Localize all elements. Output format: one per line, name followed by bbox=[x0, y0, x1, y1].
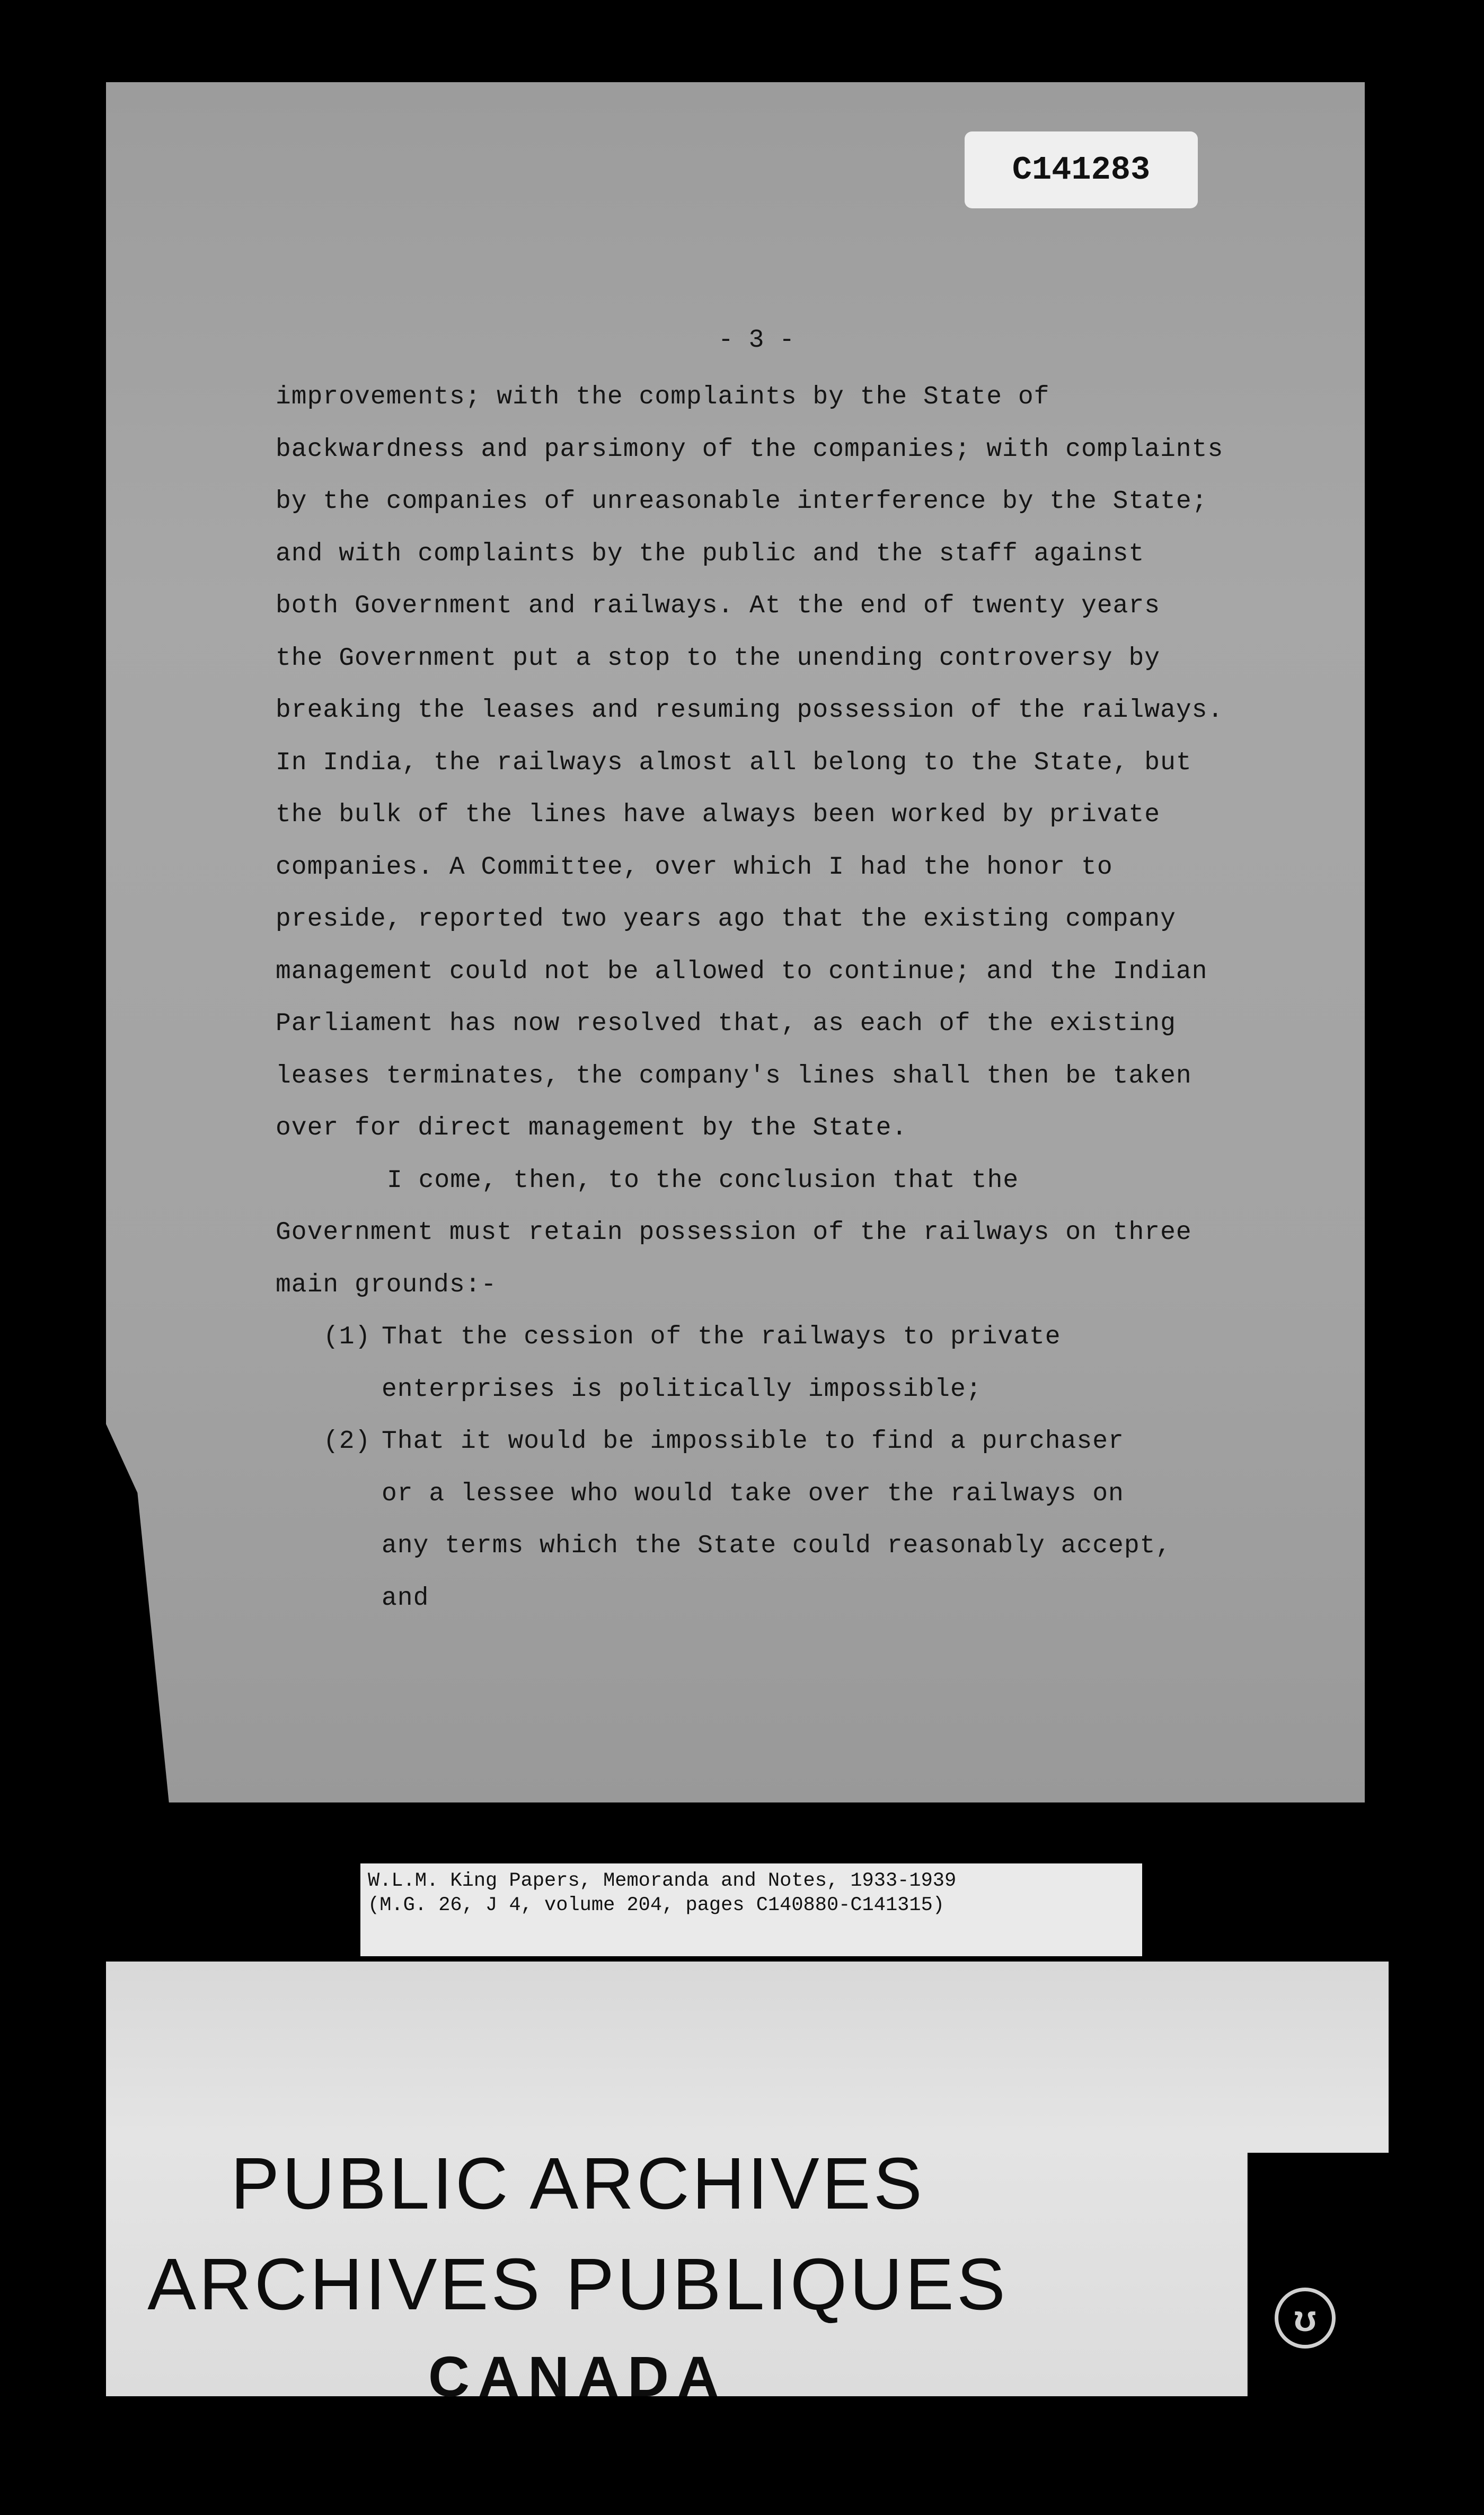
body-line: improvements; with the complaints by the State of bbox=[276, 383, 1050, 411]
body-line: the Government put a stop to the unending controversy by bbox=[276, 644, 1161, 673]
citation-label bbox=[360, 1863, 1142, 1956]
archives-stamp-french: ARCHIVES PUBLIQUES bbox=[147, 2244, 1008, 2325]
list-item-number: (1) bbox=[323, 1323, 371, 1351]
list-item-line: and bbox=[382, 1584, 429, 1613]
conclusion-line: Government must retain possession of the railways on three bbox=[276, 1218, 1192, 1247]
body-line: preside, reported two years ago that the existing company bbox=[276, 905, 1176, 934]
body-line: leases terminates, the company's lines shall then be taken bbox=[276, 1061, 1192, 1091]
body-line: over for direct management by the State. bbox=[276, 1114, 908, 1142]
conclusion-line: I come, then, to the conclusion that the bbox=[387, 1166, 1019, 1195]
body-line: management could not be allowed to continue; and the Indian bbox=[276, 957, 1208, 986]
body-line: Parliament has now resolved that, as each of the existing bbox=[276, 1009, 1176, 1038]
body-line: and with complaints by the public and the staff against bbox=[276, 539, 1145, 568]
list-item-line: That the cession of the railways to private bbox=[382, 1323, 1061, 1351]
page-number: - 3 - bbox=[718, 326, 795, 355]
reference-number-label: C141283 bbox=[965, 131, 1198, 208]
body-line: In India, the railways almost all belong to the State, but bbox=[276, 748, 1192, 777]
citation-line: (M.G. 26, J 4, volume 204, pages C140880-C141315) bbox=[368, 1894, 944, 1916]
document-body bbox=[276, 371, 1283, 1624]
body-line: by the companies of unreasonable interference by the State; bbox=[276, 487, 1208, 516]
list-item-line: enterprises is politically impossible; bbox=[382, 1375, 982, 1404]
archives-stamp-english: PUBLIC ARCHIVES bbox=[231, 2143, 925, 2224]
archives-logo-icon: ʊ bbox=[1275, 2288, 1336, 2349]
list-item-body bbox=[276, 1415, 1283, 1624]
body-line: both Government and railways. At the end of twenty years bbox=[276, 592, 1161, 620]
archives-stamp-country: CANADA bbox=[428, 2344, 727, 2408]
body-line: companies. A Committee, over which I had the honor to bbox=[276, 852, 1113, 882]
body-line: breaking the leases and resuming possession of the railways. bbox=[276, 696, 1224, 725]
list-item-line: any terms which the State could reasonably accept, bbox=[382, 1532, 1172, 1560]
list-item-number: (2) bbox=[323, 1427, 371, 1456]
list-item-line: or a lessee who would take over the railways on bbox=[382, 1479, 1124, 1508]
body-line: backwardness and parsimony of the companies; with complaints bbox=[276, 435, 1224, 464]
list-item-body bbox=[276, 1311, 1283, 1415]
conclusion-line: main grounds:- bbox=[276, 1270, 497, 1299]
list-item-line: That it would be impossible to find a purchaser bbox=[382, 1427, 1124, 1456]
citation-line: W.L.M. King Papers, Memoranda and Notes, 1933-1939 bbox=[368, 1870, 957, 1892]
body-line: the bulk of the lines have always been worked by private bbox=[276, 801, 1161, 829]
